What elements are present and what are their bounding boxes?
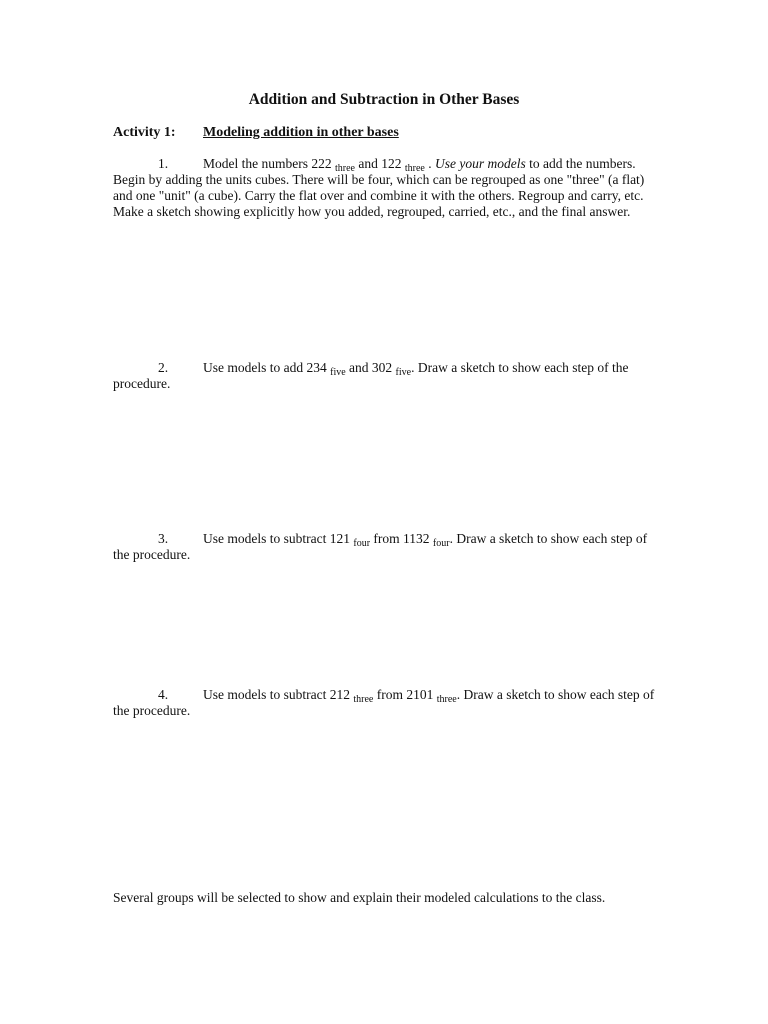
- problem-text: . Draw a sketch to show each step of the procedure.: [113, 360, 629, 391]
- base-subscript: three: [404, 163, 425, 174]
- problem-number: 1.: [158, 156, 169, 171]
- base-subscript: five: [330, 367, 346, 378]
- footer-note: Several groups will be selected to show and explain their modeled calculations to the class.: [113, 890, 606, 905]
- base-subscript: three: [353, 694, 374, 705]
- problem-number: 2.: [158, 360, 169, 375]
- problem-1: [113, 156, 658, 220]
- base-subscript: three: [334, 163, 355, 174]
- problem-number: 4.: [158, 687, 169, 702]
- activity-title: Modeling addition in other bases: [203, 125, 399, 140]
- problem-text: Model the numbers 222: [203, 156, 335, 171]
- problem-text: Use models to add 234: [203, 360, 331, 375]
- problem-text: and 122: [354, 156, 405, 171]
- base-subscript: three: [436, 694, 457, 705]
- problem-text: from 2101: [373, 687, 437, 702]
- page-title: Addition and Subtraction in Other Bases: [248, 91, 520, 108]
- problem-number: 3.: [158, 531, 169, 546]
- base-subscript: five: [395, 367, 412, 378]
- problem-text: Use models to subtract 212: [203, 687, 354, 702]
- problem-text: and 302: [345, 360, 396, 375]
- problem-3: [113, 531, 658, 563]
- problem-text: Use models to subtract 121: [203, 531, 354, 546]
- emphasis-text: Use your models: [434, 156, 526, 171]
- problem-2: [113, 360, 658, 392]
- problem-text: .: [424, 156, 435, 171]
- problem-text: from 1132: [370, 531, 433, 546]
- problem-4: [113, 687, 658, 719]
- problem-text: . Draw a sketch to show each step of the procedure.: [113, 531, 648, 562]
- activity-label: Activity 1:: [113, 125, 176, 140]
- problem-text: . Draw a sketch to show each step of the procedure.: [113, 687, 655, 718]
- base-subscript: four: [353, 538, 371, 549]
- activity-heading: [113, 125, 399, 141]
- base-subscript: four: [432, 538, 450, 549]
- problem-text: to add the numbers. Begin by adding the units cubes. There will be four, which can be regrouped as one "three" (a flat) and one "unit" (a cube). Carry the flat over and combine it with the others. Regroup and carry, etc. Make a sketch showing explicitly how you added, regrouped, carried, etc., and the final answer.: [113, 156, 645, 219]
